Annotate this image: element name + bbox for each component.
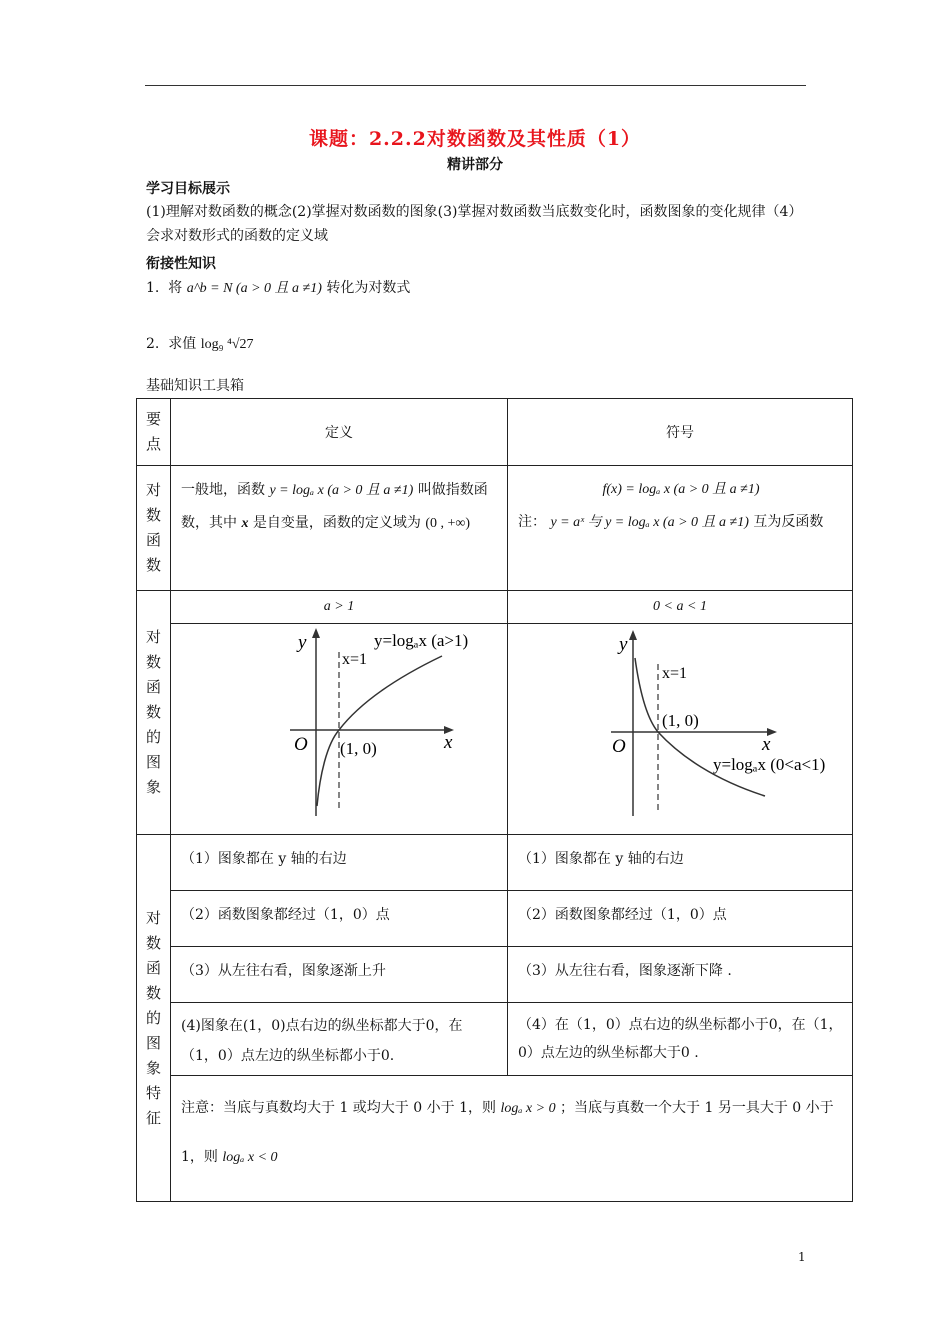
origin-label: O	[612, 736, 626, 757]
x-label: x	[762, 734, 771, 755]
curve-label: y=logₐx (a>1)	[374, 631, 469, 650]
log-graph-increasing	[224, 624, 469, 824]
note-formula-2: logₐ x < 0	[222, 1150, 278, 1165]
knowledge-table	[136, 398, 853, 1202]
def-text: 一般地，函数	[181, 482, 265, 498]
table-row-note	[137, 1076, 853, 1202]
table-row-feature-3	[137, 947, 853, 1003]
header-key: 要点	[145, 410, 161, 453]
origin-label: O	[294, 734, 308, 755]
feature-4-right: （4）在（1，0）点右边的纵坐标都小于0，在（1，0）点左边的纵坐标都大于0 .	[508, 1003, 853, 1076]
y-label: y	[619, 634, 628, 655]
bridge-heading: 衔接性知识	[146, 256, 216, 272]
y-axis-arrow	[312, 628, 320, 638]
toolbox-heading: 基础知识工具箱	[146, 378, 244, 394]
log-graph-decreasing	[565, 624, 826, 824]
bridge-item-1	[146, 276, 816, 301]
sym-formula: f(x) = logₐ x (a > 0 且 a ≠1)	[602, 482, 760, 497]
row1-key: 对数函数	[145, 481, 161, 574]
page-number: 1	[798, 1250, 806, 1264]
feature-1-right: （1）图象都在 y 轴的右边	[508, 835, 853, 891]
table-row-definition	[137, 466, 853, 591]
header-rule	[145, 85, 806, 86]
note-text: 注意：当底与真数均大于 1 或均大于 0 小于 1，则	[181, 1100, 496, 1116]
log-curve	[635, 658, 765, 796]
table-row-graph-cond	[137, 591, 853, 624]
row3-key: 对数函数的图象特征	[145, 908, 161, 1127]
row3-key-cell	[137, 835, 171, 1202]
asymptote-label: x=1	[342, 651, 368, 668]
feature-2-left: （2）函数图象都经过（1，0）点	[171, 891, 508, 947]
feature-2-right: （2）函数图象都经过（1，0）点	[508, 891, 853, 947]
item-text: 将	[168, 280, 183, 296]
definition-cell	[171, 466, 508, 591]
note-formula-1: logₐ x > 0	[500, 1101, 556, 1116]
row2-key: 对数函数的图象	[145, 628, 161, 796]
item-number: 2.	[146, 336, 160, 352]
sym-note2: 互为反函数	[753, 514, 824, 530]
row2-key-cell	[137, 591, 171, 835]
note-text: ；当底与真数一个大于 1 另一具大于 0 小于 1，则	[181, 1100, 834, 1165]
header-key-cell	[137, 399, 171, 466]
graph-right-cell	[508, 624, 853, 835]
def-text: 叫做指数函数，其中	[181, 482, 488, 531]
item-text: 求值	[168, 336, 197, 352]
log-curve	[317, 656, 442, 806]
row1-key-cell	[137, 466, 171, 591]
item-number: 1.	[146, 280, 160, 296]
def-var: x	[241, 516, 249, 531]
goals-text: (1)理解对数函数的概念(2)掌握对数函数的图象(3)掌握对数函数当底数变化时，函数图象的变化规律（4）会求对数形式的函数的定义域	[146, 204, 803, 244]
graph-left-cond: a > 1	[171, 591, 508, 624]
note-cell	[171, 1076, 853, 1202]
y-axis-arrow	[629, 630, 637, 640]
formula: a^b = N (a > 0 且 a ≠1)	[186, 281, 322, 296]
feature-3-left: （3）从左往右看，图象逐渐上升	[171, 947, 508, 1003]
sym-note: 注：	[518, 514, 546, 530]
point-label: (1, 0)	[662, 711, 699, 730]
curve-label: y=logₐx (0<a<1)	[713, 755, 826, 774]
table-row-feature-2	[137, 891, 853, 947]
feature-1-left: （1）图象都在 y 轴的右边	[171, 835, 508, 891]
graph-right-cond: 0 < a < 1	[508, 591, 853, 624]
table-header-row	[137, 399, 853, 466]
header-sym: 符号	[508, 399, 853, 466]
def-text: 是自变量，函数的定义域为	[252, 515, 421, 531]
sym-formula2: y = aˣ 与 y = logₐ x (a > 0 且 a ≠1)	[550, 515, 749, 530]
feature-3-right: （3）从左往右看，图象逐渐下降 .	[508, 947, 853, 1003]
def-formula: y = logₐ x (a > 0 且 a ≠1)	[269, 483, 414, 498]
page-title: 课题：2.2.2对数函数及其性质（1）	[308, 128, 642, 150]
formula: log₉ ⁴√27	[200, 337, 254, 352]
graph-left-cell	[171, 624, 508, 835]
y-label: y	[298, 632, 307, 653]
table-row-feature-1	[137, 835, 853, 891]
goals-heading: 学习目标展示	[146, 181, 230, 197]
table-row-graphs	[137, 624, 853, 835]
feature-4-left: (4)图象在(1，0)点右边的纵坐标都大于0，在（1，0）点左边的纵坐标都小于0.	[171, 1003, 508, 1076]
point-label: (1, 0)	[340, 739, 377, 758]
item-text: 转化为对数式	[326, 280, 411, 296]
def-domain: (0 , +∞)	[425, 516, 471, 531]
symbol-cell	[508, 466, 853, 591]
bridge-item-2	[146, 332, 816, 357]
header-def: 定义	[171, 399, 508, 466]
asymptote-label: x=1	[662, 665, 688, 682]
table-row-feature-4	[137, 1003, 853, 1076]
x-label: x	[444, 732, 453, 753]
page-subtitle: 精讲部分	[447, 157, 503, 173]
